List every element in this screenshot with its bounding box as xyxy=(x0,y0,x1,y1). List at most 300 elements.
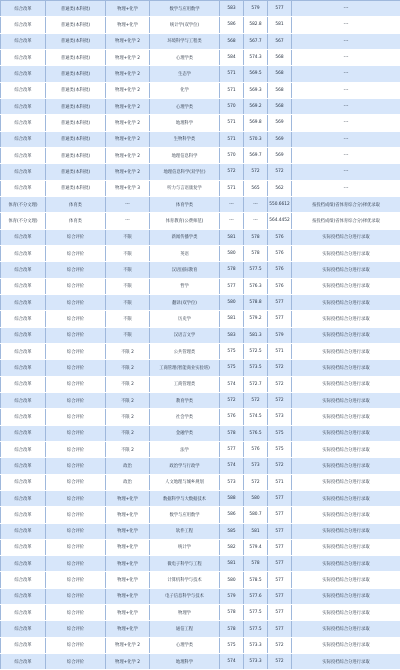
batch-cell: 综合评价 xyxy=(46,654,106,669)
max-score-cell: 575 xyxy=(220,360,244,375)
avg-score-cell: 579.2 xyxy=(244,311,268,326)
batch-cell: 综合评价 xyxy=(46,246,106,261)
note-cell: --- xyxy=(343,136,349,142)
subject-requirement-cell: 不限 2 xyxy=(106,393,150,408)
min-score-cell: 572 xyxy=(268,164,292,179)
note-cell: 实际投档综合分进行录取 xyxy=(322,414,370,420)
note-cell: 实际投档综合分进行录取 xyxy=(322,643,370,649)
note-cell: 实际投档综合分进行录取 xyxy=(322,267,370,273)
table-row xyxy=(0,344,400,360)
major-cell: 社会学类 xyxy=(150,409,220,424)
avg-score-cell: 580.7 xyxy=(244,507,268,522)
note-cell: 实际投档综合分进行录取 xyxy=(322,512,370,518)
max-score-cell: 572 xyxy=(220,164,244,179)
batch-cell: 综合评价 xyxy=(46,377,106,392)
subject-requirement-cell: 物理+化学 2 xyxy=(106,115,150,130)
subject-requirement-cell: 物理+化学 2 xyxy=(106,50,150,65)
table-row xyxy=(0,148,400,164)
max-score-cell: 575 xyxy=(220,344,244,359)
category-cell: 综合改革 xyxy=(0,360,46,375)
max-score-cell: 578 xyxy=(220,426,244,441)
avg-score-cell: 578 xyxy=(244,230,268,245)
max-score-cell: 584 xyxy=(220,50,244,65)
max-score-cell: 571 xyxy=(220,115,244,130)
max-score-cell: 570 xyxy=(220,148,244,163)
batch-cell: 普通类(本科批) xyxy=(46,148,106,163)
batch-cell: 综合评价 xyxy=(46,475,106,490)
table-row xyxy=(0,426,400,442)
note-cell: 实际投档综合分进行录取 xyxy=(322,398,370,404)
batch-cell: 体育类 xyxy=(46,213,106,228)
batch-cell: 综合评价 xyxy=(46,295,106,310)
min-score-cell: 575 xyxy=(268,426,292,441)
max-score-cell: 582 xyxy=(220,540,244,555)
subject-requirement-cell: 不限 xyxy=(106,279,150,294)
major-cell: 数学与应用数学 xyxy=(150,507,220,522)
major-cell: 人文地理与城乡规划 xyxy=(150,475,220,490)
major-cell: 生态学 xyxy=(150,66,220,81)
max-score-cell: 571 xyxy=(220,132,244,147)
min-score-cell: 571 xyxy=(268,475,292,490)
batch-cell: 综合评价 xyxy=(46,344,106,359)
major-cell: 软件工程 xyxy=(150,524,220,539)
avg-score-cell: 579 xyxy=(244,1,268,16)
subject-requirement-cell: 物理+化学 2 xyxy=(106,148,150,163)
note-cell: 实际投档综合分进行录取 xyxy=(322,561,370,567)
subject-requirement-cell: 物理+化学 2 xyxy=(106,654,150,669)
table-row xyxy=(0,540,400,556)
category-cell: 综合改革 xyxy=(0,589,46,604)
avg-score-cell: 581.3 xyxy=(244,328,268,343)
batch-cell: 综合评价 xyxy=(46,458,106,473)
batch-cell: 普通类(本科批) xyxy=(46,34,106,49)
category-cell: 综合改革 xyxy=(0,262,46,277)
category-cell: 综合改革 xyxy=(0,230,46,245)
subject-requirement-cell: 物理+化学 xyxy=(106,491,150,506)
max-score-cell: 573 xyxy=(220,475,244,490)
table-row xyxy=(0,34,400,50)
batch-cell: 普通类(本科批) xyxy=(46,99,106,114)
category-cell: 综合改革 xyxy=(0,393,46,408)
min-score-cell: 572 xyxy=(268,377,292,392)
batch-cell: 综合评价 xyxy=(46,524,106,539)
avg-score-cell: 569.7 xyxy=(244,148,268,163)
max-score-cell: 578 xyxy=(220,605,244,620)
table-row xyxy=(0,246,400,262)
subject-requirement-cell: 物理+化学 xyxy=(106,556,150,571)
category-cell: 综合改革 xyxy=(0,654,46,669)
major-cell: 地理信息科学 xyxy=(150,148,220,163)
note-cell: 实际投档综合分进行录取 xyxy=(322,447,370,453)
category-cell: 综合改革 xyxy=(0,524,46,539)
note-cell: --- xyxy=(343,22,349,28)
batch-cell: 普通类(本科批) xyxy=(46,164,106,179)
note-cell: 实际投档综合分进行录取 xyxy=(322,431,370,437)
subject-requirement-cell: 物理+化学 2 xyxy=(106,34,150,49)
batch-cell: 普通类(本科批) xyxy=(46,181,106,196)
avg-score-cell: 576 xyxy=(244,442,268,457)
max-score-cell: 572 xyxy=(220,393,244,408)
batch-cell: 综合评价 xyxy=(46,507,106,522)
avg-score-cell: 573.3 xyxy=(244,654,268,669)
note-cell: 实际投档综合分进行录取 xyxy=(322,349,370,355)
major-cell: 心理学类 xyxy=(150,638,220,653)
max-score-cell: 583 xyxy=(220,328,244,343)
avg-score-cell: 581 xyxy=(244,524,268,539)
major-cell: 体育教育(公费师范) xyxy=(150,213,220,228)
table-row xyxy=(0,17,400,33)
subject-requirement-cell: 不限 xyxy=(106,230,150,245)
category-cell: 综合改革 xyxy=(0,279,46,294)
table-row xyxy=(0,230,400,246)
note-cell: 实际投档综合分进行录取 xyxy=(322,496,370,502)
table-row xyxy=(0,50,400,66)
batch-cell: 普通类(本科批) xyxy=(46,50,106,65)
table-row xyxy=(0,328,400,344)
major-cell: 工商管理(智能商业实验班) xyxy=(150,360,220,375)
min-score-cell: 577 xyxy=(268,540,292,555)
max-score-cell: 588 xyxy=(220,491,244,506)
batch-cell: 综合评价 xyxy=(46,572,106,587)
max-score-cell: --- xyxy=(220,197,244,212)
major-cell: 历史学 xyxy=(150,311,220,326)
min-score-cell: 568 xyxy=(268,83,292,98)
category-cell: 综合改革 xyxy=(0,1,46,16)
table-row xyxy=(0,572,400,588)
category-cell: 综合改革 xyxy=(0,115,46,130)
table-row xyxy=(0,556,400,572)
min-score-cell: 569 xyxy=(268,148,292,163)
min-score-cell: 571 xyxy=(268,344,292,359)
category-cell: 综合改革 xyxy=(0,491,46,506)
category-cell: 综合改革 xyxy=(0,621,46,636)
major-cell: 电子信息科学与技术 xyxy=(150,589,220,604)
major-cell: 教育学类 xyxy=(150,393,220,408)
subject-requirement-cell: 物理+化学 2 xyxy=(106,83,150,98)
note-cell: --- xyxy=(343,104,349,110)
table-row xyxy=(0,524,400,540)
subject-requirement-cell: 物理+化学 xyxy=(106,621,150,636)
table-row xyxy=(0,360,400,376)
max-score-cell: 580 xyxy=(220,246,244,261)
min-score-cell: 577 xyxy=(268,1,292,16)
batch-cell: 普通类(本科批) xyxy=(46,83,106,98)
avg-score-cell: 569.2 xyxy=(244,99,268,114)
avg-score-cell: 579.4 xyxy=(244,540,268,555)
table-row xyxy=(0,393,400,409)
note-cell: 实际投档综合分进行录取 xyxy=(322,365,370,371)
major-cell: 生物科学类 xyxy=(150,132,220,147)
major-cell: 汉语言文学 xyxy=(150,328,220,343)
category-cell: 综合改革 xyxy=(0,556,46,571)
major-cell: 心理学类 xyxy=(150,99,220,114)
min-score-cell: 581 xyxy=(268,17,292,32)
avg-score-cell: 572.5 xyxy=(244,344,268,359)
subject-requirement-cell: 不限 2 xyxy=(106,426,150,441)
note-cell: 按投档成绩(省体育综合分)择优录取 xyxy=(312,202,380,208)
min-score-cell: 577 xyxy=(268,605,292,620)
major-cell: 地理科学 xyxy=(150,654,220,669)
subject-requirement-cell: 物理+化学 2 xyxy=(106,66,150,81)
batch-cell: 综合评价 xyxy=(46,279,106,294)
avg-score-cell: 573.5 xyxy=(244,360,268,375)
major-cell: 体育学类 xyxy=(150,197,220,212)
table-row xyxy=(0,377,400,393)
subject-requirement-cell: 物理+化学 xyxy=(106,540,150,555)
table-row xyxy=(0,409,400,425)
category-cell: 综合改革 xyxy=(0,34,46,49)
table-row xyxy=(0,279,400,295)
min-score-cell: 572 xyxy=(268,360,292,375)
category-cell: 综合改革 xyxy=(0,458,46,473)
batch-cell: 综合评价 xyxy=(46,230,106,245)
min-score-cell: 568 xyxy=(268,66,292,81)
avg-score-cell: 577.5 xyxy=(244,621,268,636)
min-score-cell: 572 xyxy=(268,458,292,473)
max-score-cell: 576 xyxy=(220,409,244,424)
avg-score-cell: 574.5 xyxy=(244,409,268,424)
category-cell: 综合改革 xyxy=(0,164,46,179)
subject-requirement-cell: --- xyxy=(106,213,150,228)
note-cell: --- xyxy=(343,38,349,44)
max-score-cell: 583 xyxy=(220,1,244,16)
category-cell: 综合改革 xyxy=(0,426,46,441)
min-score-cell: 577 xyxy=(268,524,292,539)
avg-score-cell: 569.5 xyxy=(244,66,268,81)
note-cell: --- xyxy=(343,185,349,191)
major-cell: 汉语国际教育 xyxy=(150,262,220,277)
subject-requirement-cell: 物理+化学 2 xyxy=(106,638,150,653)
avg-score-cell: 567.7 xyxy=(244,34,268,49)
batch-cell: 综合评价 xyxy=(46,442,106,457)
avg-score-cell: 573 xyxy=(244,458,268,473)
table-row xyxy=(0,507,400,523)
note-cell: 实际投档综合分进行录取 xyxy=(322,316,370,322)
major-cell: 金融学类 xyxy=(150,426,220,441)
min-score-cell: 567 xyxy=(268,34,292,49)
min-score-cell: 562 xyxy=(268,181,292,196)
major-cell: 哲学 xyxy=(150,279,220,294)
batch-cell: 普通类(本科批) xyxy=(46,17,106,32)
major-cell: 计算机科学与技术 xyxy=(150,572,220,587)
batch-cell: 综合评价 xyxy=(46,393,106,408)
major-cell: 物理学 xyxy=(150,605,220,620)
max-score-cell: 581 xyxy=(220,311,244,326)
min-score-cell: 576 xyxy=(268,279,292,294)
subject-requirement-cell: 不限 xyxy=(106,262,150,277)
category-cell: 综合改革 xyxy=(0,344,46,359)
note-cell: 实际投档综合分进行录取 xyxy=(322,659,370,665)
max-score-cell: 570 xyxy=(220,99,244,114)
note-cell: 实际投档综合分进行录取 xyxy=(322,610,370,616)
major-cell: 化学 xyxy=(150,83,220,98)
min-score-cell: 577 xyxy=(268,311,292,326)
major-cell: 通信工程 xyxy=(150,621,220,636)
table-row xyxy=(0,491,400,507)
note-cell: 实际投档综合分进行录取 xyxy=(322,545,370,551)
note-cell: 实际投档综合分进行录取 xyxy=(322,284,370,290)
avg-score-cell: 569.8 xyxy=(244,115,268,130)
avg-score-cell: 565 xyxy=(244,181,268,196)
max-score-cell: 571 xyxy=(220,181,244,196)
min-score-cell: 568 xyxy=(268,99,292,114)
avg-score-cell: 577.5 xyxy=(244,605,268,620)
category-cell: 体育(不分文理) xyxy=(0,197,46,212)
category-cell: 综合改革 xyxy=(0,638,46,653)
batch-cell: 综合评价 xyxy=(46,540,106,555)
avg-score-cell: 582.8 xyxy=(244,17,268,32)
max-score-cell: 581 xyxy=(220,556,244,571)
avg-score-cell: 577.6 xyxy=(244,589,268,604)
subject-requirement-cell: 物理+化学 xyxy=(106,507,150,522)
table-row xyxy=(0,458,400,474)
max-score-cell: 586 xyxy=(220,17,244,32)
avg-score-cell: 570.3 xyxy=(244,132,268,147)
max-score-cell: 571 xyxy=(220,66,244,81)
batch-cell: 普通类(本科批) xyxy=(46,132,106,147)
min-score-cell: 577 xyxy=(268,572,292,587)
note-cell: 实际投档综合分进行录取 xyxy=(322,333,370,339)
max-score-cell: 574 xyxy=(220,458,244,473)
min-score-cell: 577 xyxy=(268,507,292,522)
category-cell: 综合改革 xyxy=(0,132,46,147)
category-cell: 综合改革 xyxy=(0,311,46,326)
subject-requirement-cell: 物理+化学 2 xyxy=(106,99,150,114)
note-cell: 实际投档综合分进行录取 xyxy=(322,480,370,486)
category-cell: 综合改革 xyxy=(0,507,46,522)
batch-cell: 综合评价 xyxy=(46,589,106,604)
min-score-cell: 572 xyxy=(268,638,292,653)
category-cell: 综合改革 xyxy=(0,409,46,424)
subject-requirement-cell: 不限 xyxy=(106,295,150,310)
batch-cell: 综合评价 xyxy=(46,491,106,506)
note-cell: 实际投档综合分进行录取 xyxy=(322,251,370,257)
avg-score-cell: 569.3 xyxy=(244,83,268,98)
category-cell: 综合改革 xyxy=(0,475,46,490)
subject-requirement-cell: 物理+化学 3 xyxy=(106,181,150,196)
max-score-cell: 571 xyxy=(220,83,244,98)
min-score-cell: 579 xyxy=(268,328,292,343)
batch-cell: 综合评价 xyxy=(46,556,106,571)
subject-requirement-cell: 不限 2 xyxy=(106,344,150,359)
note-cell: 实际投档综合分进行录取 xyxy=(322,594,370,600)
avg-score-cell: 572 xyxy=(244,393,268,408)
avg-score-cell: 578 xyxy=(244,556,268,571)
min-score-cell: 577 xyxy=(268,621,292,636)
min-score-cell: 568 xyxy=(268,50,292,65)
category-cell: 综合改革 xyxy=(0,295,46,310)
batch-cell: 综合评价 xyxy=(46,638,106,653)
subject-requirement-cell: 不限 xyxy=(106,311,150,326)
min-score-cell: 576 xyxy=(268,262,292,277)
note-cell: 实际投档综合分进行录取 xyxy=(322,627,370,633)
table-row xyxy=(0,213,400,229)
category-cell: 综合改革 xyxy=(0,605,46,620)
table-row xyxy=(0,83,400,99)
category-cell: 综合改革 xyxy=(0,181,46,196)
min-score-cell: 569 xyxy=(268,115,292,130)
table-row xyxy=(0,197,400,213)
min-score-cell: 564.4452 xyxy=(268,213,292,228)
table-row xyxy=(0,654,400,670)
min-score-cell: 569 xyxy=(268,132,292,147)
min-score-cell: 572 xyxy=(268,654,292,669)
batch-cell: 综合评价 xyxy=(46,311,106,326)
subject-requirement-cell: 物理+化学 xyxy=(106,605,150,620)
max-score-cell: 578 xyxy=(220,621,244,636)
avg-score-cell: --- xyxy=(244,213,268,228)
max-score-cell: 586 xyxy=(220,507,244,522)
major-cell: 统计学(双学位) xyxy=(150,17,220,32)
avg-score-cell: 572.7 xyxy=(244,377,268,392)
major-cell: 翻译(双学位) xyxy=(150,295,220,310)
batch-cell: 普通类(本科批) xyxy=(46,1,106,16)
table-row xyxy=(0,181,400,197)
category-cell: 体育(不分文理) xyxy=(0,213,46,228)
subject-requirement-cell: 不限 xyxy=(106,246,150,261)
min-score-cell: 572 xyxy=(268,393,292,408)
category-cell: 综合改革 xyxy=(0,540,46,555)
note-cell: 实际投档综合分进行录取 xyxy=(322,382,370,388)
batch-cell: 普通类(本科批) xyxy=(46,115,106,130)
table-row xyxy=(0,164,400,180)
subject-requirement-cell: 物理+化学 2 xyxy=(106,132,150,147)
note-cell: --- xyxy=(343,120,349,126)
category-cell: 综合改革 xyxy=(0,99,46,114)
max-score-cell: 574 xyxy=(220,654,244,669)
min-score-cell: 577 xyxy=(268,295,292,310)
subject-requirement-cell: 政治 xyxy=(106,458,150,473)
max-score-cell: 580 xyxy=(220,572,244,587)
major-cell: 微电子科学与工程 xyxy=(150,556,220,571)
subject-requirement-cell: 不限 xyxy=(106,328,150,343)
table-row xyxy=(0,621,400,637)
major-cell: 数据科学与大数据技术 xyxy=(150,491,220,506)
note-cell: --- xyxy=(343,71,349,77)
major-cell: 政治学与行政学 xyxy=(150,458,220,473)
batch-cell: 综合评价 xyxy=(46,262,106,277)
subject-requirement-cell: 不限 2 xyxy=(106,377,150,392)
note-cell: --- xyxy=(343,153,349,159)
subject-requirement-cell: 政治 xyxy=(106,475,150,490)
max-score-cell: --- xyxy=(220,213,244,228)
table-row xyxy=(0,262,400,278)
major-cell: 地理科学 xyxy=(150,115,220,130)
min-score-cell: 575 xyxy=(268,442,292,457)
note-cell: 实际投档综合分进行录取 xyxy=(322,300,370,306)
max-score-cell: 577 xyxy=(220,442,244,457)
category-cell: 综合改革 xyxy=(0,83,46,98)
avg-score-cell: 574.3 xyxy=(244,50,268,65)
category-cell: 综合改革 xyxy=(0,148,46,163)
table-row xyxy=(0,605,400,621)
subject-requirement-cell: 物理+化学 xyxy=(106,1,150,16)
category-cell: 综合改革 xyxy=(0,50,46,65)
table-row xyxy=(0,132,400,148)
table-row xyxy=(0,66,400,82)
major-cell: 法学 xyxy=(150,442,220,457)
major-cell: 新闻传播学类 xyxy=(150,230,220,245)
note-cell: 按投档成绩(省体育综合分)择优录取 xyxy=(312,218,380,224)
max-score-cell: 577 xyxy=(220,279,244,294)
category-cell: 综合改革 xyxy=(0,377,46,392)
batch-cell: 综合评价 xyxy=(46,409,106,424)
max-score-cell: 578 xyxy=(220,262,244,277)
min-score-cell: 576 xyxy=(268,246,292,261)
avg-score-cell: 578 xyxy=(244,246,268,261)
table-row xyxy=(0,99,400,115)
subject-requirement-cell: 不限 2 xyxy=(106,360,150,375)
